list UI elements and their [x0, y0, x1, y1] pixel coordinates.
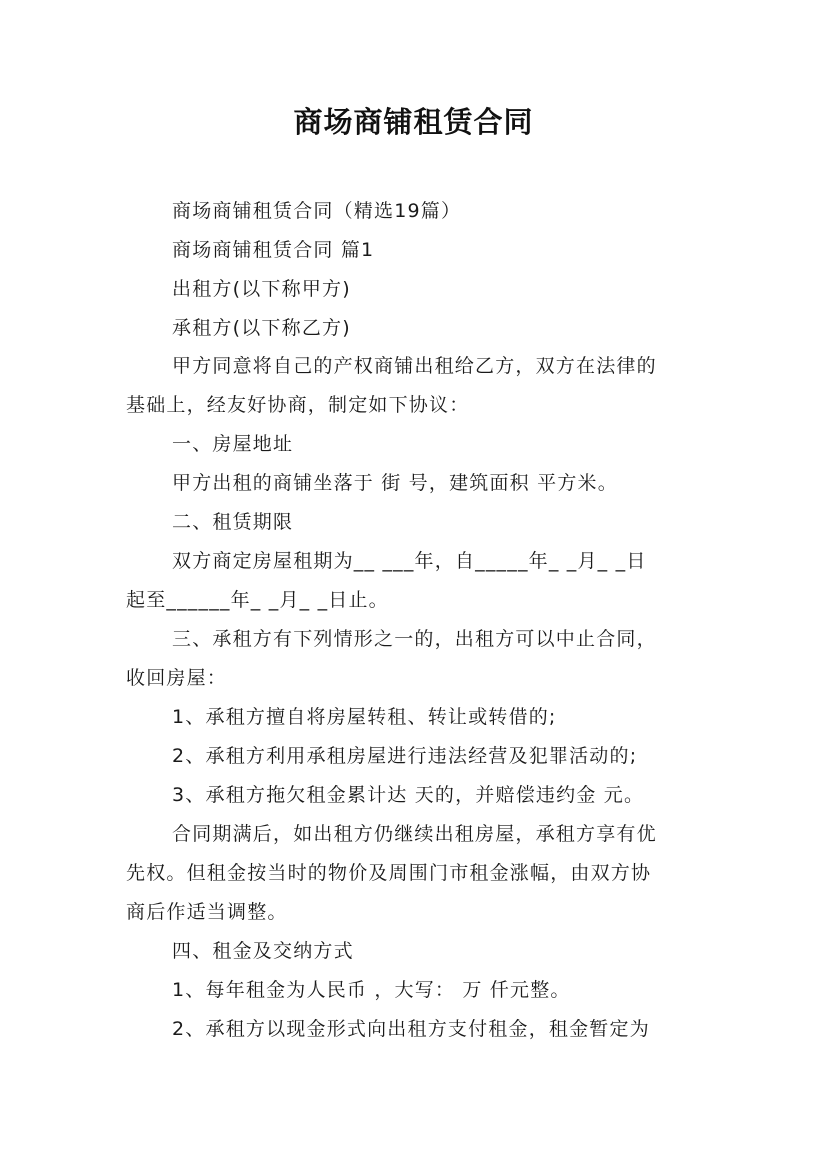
paragraph-line: 四、租金及交纳方式	[172, 940, 354, 962]
paragraph-line: 商场商铺租赁合同 篇1	[172, 239, 375, 261]
paragraph-line: 二、租赁期限	[172, 511, 294, 533]
paragraph-line: 合同期满后，如出租方仍继续出租房屋，承租方享有优	[172, 823, 657, 845]
paragraph-line: 商场商铺租赁合同（精选19篇）	[172, 200, 462, 222]
paragraph-line: 一、房屋地址	[172, 433, 294, 455]
paragraph-line: 起至______年_ _月_ _日止。	[126, 589, 389, 611]
paragraph-line: 2、承租方以现金形式向出租方支付租金，租金暂定为	[172, 1018, 650, 1040]
paragraph-line: 先权。但租金按当时的物价及周围门市租金涨幅，由双方协	[126, 862, 652, 884]
paragraph-line: 甲方同意将自己的产权商铺出租给乙方，双方在法律的	[172, 355, 657, 377]
paragraph-line: 出租方(以下称甲方)	[172, 278, 351, 300]
paragraph-line: 2、承租方利用承租房屋进行违法经营及犯罪活动的;	[172, 745, 638, 767]
paragraph-line: 承租方(以下称乙方)	[172, 317, 351, 339]
paragraph-line: 商后作适当调整。	[126, 901, 288, 923]
paragraph-line: 三、承租方有下列情形之一的，出租方可以中止合同，	[172, 628, 657, 650]
paragraph-line: 1、承租方擅自将房屋转租、转让或转借的;	[172, 706, 557, 728]
paragraph-line: 双方商定房屋租期为__ ___年，自_____年_ _月_ _日	[172, 550, 647, 572]
paragraph-line: 甲方出租的商铺坐落于 街 号，建筑面积 平方米。	[172, 472, 618, 494]
paragraph-line: 3、承租方拖欠租金累计达 天的，并赔偿违约金 元。	[172, 784, 645, 806]
paragraph-line: 收回房屋：	[126, 667, 228, 689]
paragraph-line: 1、每年租金为人民币 ，大写： 万 仟元整。	[172, 979, 571, 1001]
document-title: 商场商铺租赁合同	[293, 105, 534, 139]
paragraph-line: 基础上，经友好协商，制定如下协议：	[126, 394, 470, 416]
